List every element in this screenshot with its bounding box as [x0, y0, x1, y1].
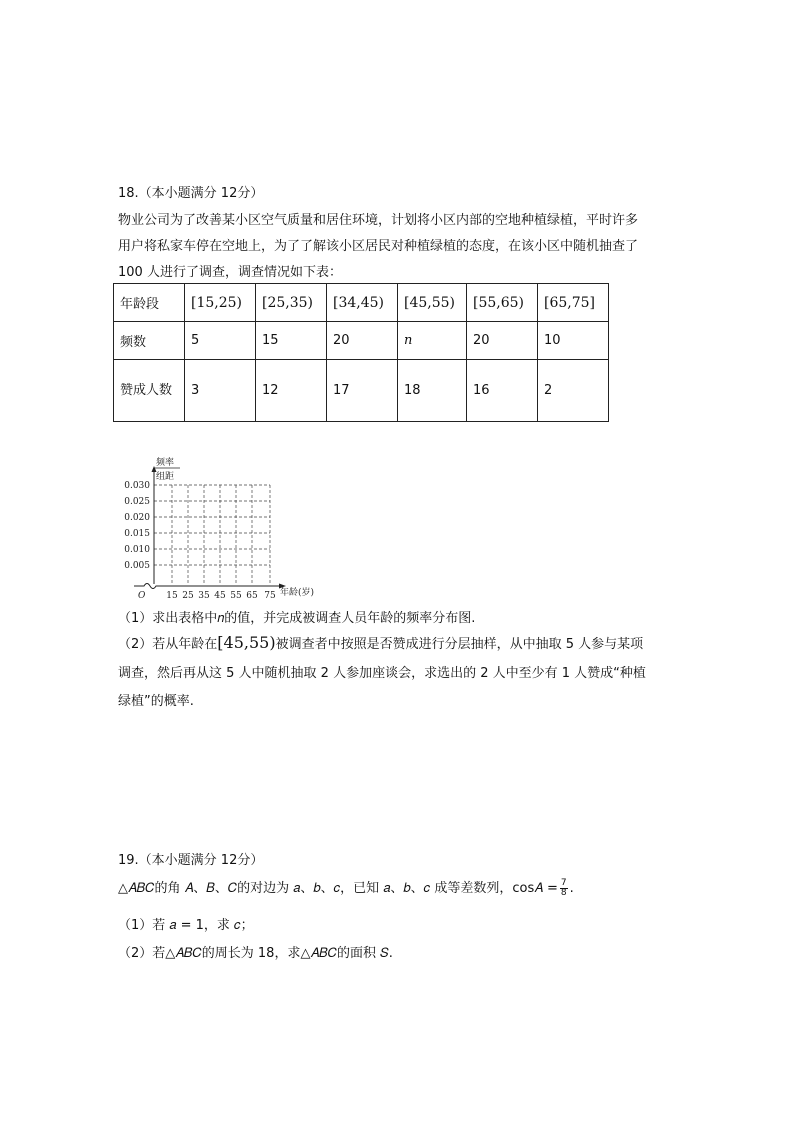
interval-cell: [65,75]: [538, 284, 609, 322]
interval-cell: [25,35): [256, 284, 327, 322]
q18-part-2-line-3: 绿植”的概率.: [118, 694, 194, 709]
approve-cell: 3: [185, 360, 256, 422]
approve-cell: 2: [538, 360, 609, 422]
row-header-approve: 赞成人数: [114, 360, 185, 422]
row-header-age: 年龄段: [114, 284, 185, 322]
x-tick-label: 55: [230, 591, 242, 601]
q18-text-line-2: 用户将私家车停在空地上，为了了解该小区居民对种植绿植的态度，在该小区中随机抽查了: [118, 239, 639, 254]
approve-cell: 16: [467, 360, 538, 422]
table-row-frequency: [114, 322, 609, 360]
x-tick-label: 45: [214, 591, 226, 601]
interval-cell: [34,45): [327, 284, 398, 322]
q18-header: 18.（本小题满分 12分）: [118, 186, 264, 201]
y-tick-label: 0.005: [124, 561, 150, 571]
survey-table: [113, 283, 609, 422]
q19-header: 19.（本小题满分 12分）: [118, 853, 264, 868]
y-label-top: 频率: [156, 458, 175, 468]
x-tick-label: 35: [198, 591, 210, 601]
y-tick-label: 0.015: [124, 529, 150, 539]
grid-lines: [154, 485, 270, 584]
fraction-denominator: 8: [560, 888, 567, 898]
row-header-frequency: 频数: [114, 322, 185, 360]
q19-part-1: （1）若 𝑎 = 1，求 𝑐；: [118, 918, 254, 933]
approve-cell: 12: [256, 360, 327, 422]
q19-statement: △𝐴𝐵𝐶的角 𝐴、𝐵、𝐶的对边为 𝑎、𝑏、𝑐，已知 𝑎、𝑏、𝑐 成等差数列，cos𝐴 =: [118, 881, 558, 896]
q18-part-2-line-2: 调查，然后再从这 5 人中随机抽取 2 人参加座谈会，求选出的 2 人中至少有 1 人赞成“种植: [118, 666, 646, 681]
q18-part-1: （1）求出表格中𝑛的值，并完成被调查人员年龄的频率分布图.: [118, 611, 476, 626]
frequency-cell: 20: [467, 322, 538, 360]
x-axis-label: 年龄(岁): [280, 588, 315, 598]
interval-cell: [45,55): [398, 284, 467, 322]
frequency-cell: 20: [327, 322, 398, 360]
q19-text-line-1: [118, 879, 574, 899]
q18-part-2-interval: [45,55): [217, 633, 276, 652]
approve-cell: 17: [327, 360, 398, 422]
x-tick-label: 75: [264, 591, 276, 601]
y-tick-label: 0.025: [124, 497, 150, 507]
x-tick-label: 25: [182, 591, 194, 601]
table-row-approve: [114, 360, 609, 422]
origin-label: O: [138, 591, 146, 601]
frequency-cell: 15: [256, 322, 327, 360]
q18-text-line-1: 物业公司为了改善某小区空气质量和居住环境，计划将小区内部的空地种植绿植，平时许多: [118, 213, 639, 228]
approve-cell: 18: [398, 360, 467, 422]
frequency-cell: 5: [185, 322, 256, 360]
interval-cell: [55,65): [467, 284, 538, 322]
x-axis: [134, 584, 280, 589]
q19-part-2: （2）若△𝐴𝐵𝐶的周长为 18，求△𝐴𝐵𝐶的面积 𝑆.: [118, 946, 393, 961]
frequency-histogram-grid: [120, 452, 330, 602]
interval-cell: [15,25): [185, 284, 256, 322]
q18-part-2-line-1: [118, 633, 643, 655]
y-label-bottom: 组距: [156, 472, 175, 482]
x-tick-label: 65: [246, 591, 258, 601]
x-tick-label: 15: [166, 591, 178, 601]
table-row-age: [114, 284, 609, 322]
frequency-cell-n: n: [398, 322, 467, 360]
y-tick-label: 0.030: [124, 481, 150, 491]
y-tick-label: 0.010: [124, 545, 150, 555]
cos-a-fraction: [560, 879, 568, 898]
q18-part-2-suffix: 被调查者中按照是否赞成进行分层抽样，从中抽取 5 人参与某项: [275, 637, 644, 652]
y-tick-label: 0.020: [124, 513, 150, 523]
fraction-numerator: 7: [560, 878, 567, 888]
frequency-cell: 10: [538, 322, 609, 360]
q19-statement-end: .: [569, 881, 574, 896]
q18-part-2-prefix: （2）若从年龄在: [118, 637, 218, 652]
q18-text-line-3: 100 人进行了调查，调查情况如下表：: [118, 265, 342, 280]
